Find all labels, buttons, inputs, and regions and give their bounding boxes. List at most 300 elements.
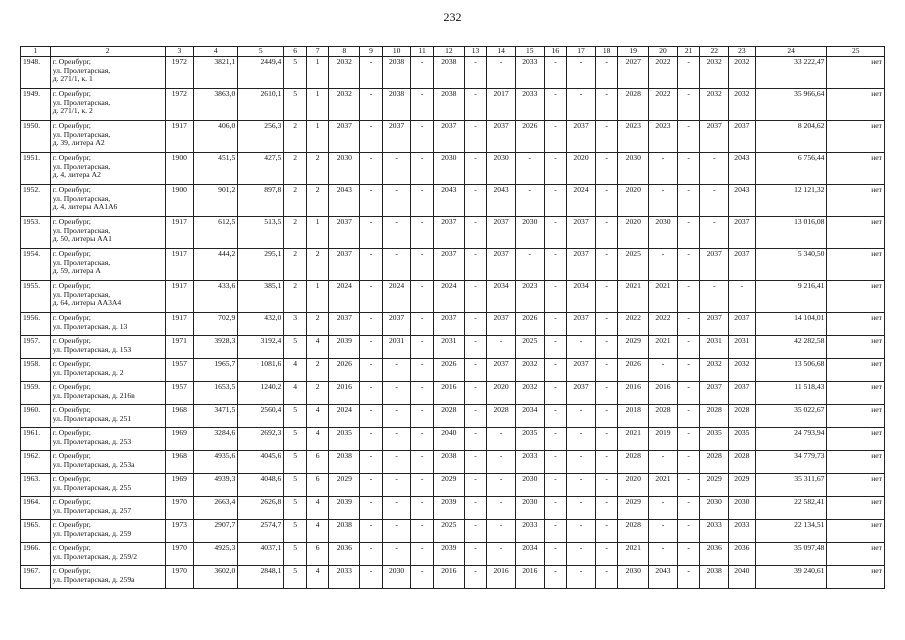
address-cell (50, 57, 165, 89)
column-header: 6 (284, 47, 307, 57)
cell-col-25: нет (827, 543, 885, 566)
cell-col-12: 2037 (433, 313, 464, 336)
cell-col-14: 2037 (487, 313, 516, 336)
cell-col-25: нет (827, 474, 885, 497)
column-header: 9 (360, 47, 383, 57)
cell-col-24: 22 134,51 (755, 520, 827, 543)
cell-col-19: 2022 (618, 313, 649, 336)
cell-col-18: - (595, 281, 618, 313)
column-header: 20 (649, 47, 678, 57)
cell-col-23: 2031 (729, 336, 756, 359)
row-number: 1965. (21, 520, 51, 543)
cell-col-10: 2031 (382, 336, 411, 359)
cell-col-8: 2037 (329, 313, 360, 336)
cell-col-13: - (464, 520, 487, 543)
cell-col-4: 3863,0 (194, 89, 238, 121)
column-header: 13 (464, 47, 487, 57)
cell-col-14: 2028 (487, 405, 516, 428)
cell-col-16: - (544, 89, 567, 121)
cell-col-4: 406,0 (194, 121, 238, 153)
cell-col-10: - (382, 153, 411, 185)
cell-col-4: 3928,3 (194, 336, 238, 359)
cell-col-7: 4 (306, 497, 329, 520)
cell-col-11: - (411, 405, 434, 428)
cell-col-15: 2033 (515, 451, 544, 474)
cell-col-24: 14 104,01 (755, 313, 827, 336)
cell-col-16: - (544, 405, 567, 428)
table-row (21, 217, 885, 249)
cell-col-16: - (544, 185, 567, 217)
cell-col-21: - (677, 121, 700, 153)
table-row (21, 382, 885, 405)
cell-col-19: 2020 (618, 185, 649, 217)
cell-col-11: - (411, 451, 434, 474)
cell-col-23: 2028 (729, 451, 756, 474)
cell-col-24: 42 282,58 (755, 336, 827, 359)
cell-col-8: 2024 (329, 405, 360, 428)
row-number: 1963. (21, 474, 51, 497)
cell-col-20: 2021 (649, 281, 678, 313)
cell-col-17: - (567, 566, 596, 589)
address-cell (50, 382, 165, 405)
cell-col-15: 2016 (515, 566, 544, 589)
cell-col-12: 2028 (433, 405, 464, 428)
cell-col-6: 2 (284, 281, 307, 313)
cell-col-5: 427,5 (238, 153, 284, 185)
cell-col-23: 2032 (729, 89, 756, 121)
cell-col-16: - (544, 497, 567, 520)
cell-col-9: - (360, 89, 383, 121)
address-line: ул. Пролетарская, д. 13 (52, 321, 128, 331)
cell-col-13: - (464, 474, 487, 497)
cell-col-21: - (677, 497, 700, 520)
cell-col-21: - (677, 566, 700, 589)
cell-col-17: - (567, 405, 596, 428)
table-row (21, 497, 885, 520)
cell-col-25: нет (827, 281, 885, 313)
cell-col-4: 3602,0 (194, 566, 238, 589)
cell-col-14: - (487, 336, 516, 359)
cell-col-8: 2037 (329, 121, 360, 153)
cell-col-13: - (464, 497, 487, 520)
cell-col-14: 2034 (487, 281, 516, 313)
table-row (21, 428, 885, 451)
cell-col-6: 2 (284, 185, 307, 217)
cell-col-23: 2028 (729, 405, 756, 428)
cell-col-6: 5 (284, 336, 307, 359)
address-line: ул. Пролетарская, (52, 225, 111, 235)
cell-col-5: 432,0 (238, 313, 284, 336)
cell-col-9: - (360, 153, 383, 185)
address-line: д. 271/1, к. 2 (52, 106, 93, 116)
address-line: г. Оренбург, (52, 336, 91, 345)
cell-col-22: 2037 (700, 121, 729, 153)
cell-col-18: - (595, 520, 618, 543)
cell-col-10: 2038 (382, 57, 411, 89)
table-row (21, 313, 885, 336)
cell-col-5: 2574,7 (238, 520, 284, 543)
cell-col-7: 1 (306, 57, 329, 89)
cell-col-20: - (649, 520, 678, 543)
cell-col-20: 2043 (649, 566, 678, 589)
cell-col-20: 2023 (649, 121, 678, 153)
table-row (21, 281, 885, 313)
cell-col-23: 2030 (729, 497, 756, 520)
cell-col-8: 2038 (329, 520, 360, 543)
address-line: ул. Пролетарская, (52, 161, 111, 171)
cell-col-25: нет (827, 336, 885, 359)
cell-col-3: 1900 (165, 185, 194, 217)
cell-col-24: 13 506,68 (755, 359, 827, 382)
cell-col-11: - (411, 359, 434, 382)
cell-col-4: 444,2 (194, 249, 238, 281)
address-line: ул. Пролетарская, (52, 97, 111, 107)
cell-col-11: - (411, 217, 434, 249)
column-header: 1 (21, 47, 51, 57)
cell-col-6: 5 (284, 566, 307, 589)
cell-col-19: 2020 (618, 217, 649, 249)
cell-col-7: 1 (306, 217, 329, 249)
cell-col-10: - (382, 185, 411, 217)
cell-col-15: 2025 (515, 336, 544, 359)
cell-col-15: 2026 (515, 121, 544, 153)
cell-col-18: - (595, 121, 618, 153)
cell-col-20: - (649, 153, 678, 185)
address-line: г. Оренбург, (52, 543, 91, 552)
cell-col-22: 2031 (700, 336, 729, 359)
cell-col-17: - (567, 451, 596, 474)
cell-col-9: - (360, 543, 383, 566)
cell-col-10: - (382, 217, 411, 249)
address-line: ул. Пролетарская, д. 259 (52, 528, 132, 538)
cell-col-18: - (595, 336, 618, 359)
address-line: ул. Пролетарская, (52, 289, 111, 299)
cell-col-17: - (567, 474, 596, 497)
cell-col-3: 1917 (165, 313, 194, 336)
cell-col-7: 4 (306, 405, 329, 428)
cell-col-6: 5 (284, 57, 307, 89)
cell-col-6: 2 (284, 249, 307, 281)
cell-col-13: - (464, 382, 487, 405)
cell-col-12: 2037 (433, 217, 464, 249)
cell-col-15: - (515, 153, 544, 185)
address-line: г. Оренбург, (52, 566, 91, 575)
cell-col-9: - (360, 281, 383, 313)
cell-col-3: 1917 (165, 249, 194, 281)
cell-col-17: - (567, 497, 596, 520)
cell-col-11: - (411, 566, 434, 589)
cell-col-6: 2 (284, 153, 307, 185)
cell-col-17: - (567, 520, 596, 543)
cell-col-21: - (677, 451, 700, 474)
column-header: 10 (382, 47, 411, 57)
cell-col-22: 2032 (700, 89, 729, 121)
cell-col-11: - (411, 382, 434, 405)
cell-col-7: 1 (306, 89, 329, 121)
cell-col-8: 2026 (329, 359, 360, 382)
address-line: г. Оренбург, (52, 217, 91, 226)
address-line: г. Оренбург, (52, 474, 91, 483)
cell-col-4: 4939,3 (194, 474, 238, 497)
row-number: 1948. (21, 57, 51, 89)
cell-col-9: - (360, 249, 383, 281)
cell-col-12: 2037 (433, 121, 464, 153)
cell-col-15: 2034 (515, 543, 544, 566)
column-header: 22 (700, 47, 729, 57)
cell-col-16: - (544, 336, 567, 359)
cell-col-7: 4 (306, 428, 329, 451)
cell-col-12: 2016 (433, 382, 464, 405)
cell-col-21: - (677, 520, 700, 543)
cell-col-17: 2024 (567, 185, 596, 217)
cell-col-17: 2037 (567, 382, 596, 405)
cell-col-16: - (544, 543, 567, 566)
cell-col-17: 2037 (567, 217, 596, 249)
cell-col-23: 2037 (729, 382, 756, 405)
cell-col-14: 2043 (487, 185, 516, 217)
cell-col-15: 2034 (515, 405, 544, 428)
cell-col-10: - (382, 382, 411, 405)
cell-col-19: 2020 (618, 474, 649, 497)
cell-col-3: 1917 (165, 121, 194, 153)
cell-col-14: 2037 (487, 121, 516, 153)
address-line: г. Оренбург, (52, 153, 91, 162)
cell-col-16: - (544, 281, 567, 313)
cell-col-24: 12 121,32 (755, 185, 827, 217)
cell-col-25: нет (827, 566, 885, 589)
table-row (21, 405, 885, 428)
cell-col-23: 2037 (729, 217, 756, 249)
cell-col-21: - (677, 89, 700, 121)
cell-col-3: 1968 (165, 451, 194, 474)
cell-col-16: - (544, 359, 567, 382)
address-cell (50, 520, 165, 543)
cell-col-13: - (464, 451, 487, 474)
address-line: г. Оренбург, (52, 382, 91, 391)
cell-col-16: - (544, 249, 567, 281)
cell-col-9: - (360, 382, 383, 405)
column-header: 15 (515, 47, 544, 57)
cell-col-22: 2032 (700, 57, 729, 89)
table-row (21, 474, 885, 497)
cell-col-19: 2027 (618, 57, 649, 89)
address-cell (50, 313, 165, 336)
cell-col-20: - (649, 185, 678, 217)
column-header: 14 (487, 47, 516, 57)
cell-col-24: 34 779,73 (755, 451, 827, 474)
cell-col-21: - (677, 153, 700, 185)
table-row (21, 153, 885, 185)
cell-col-23: 2032 (729, 57, 756, 89)
cell-col-18: - (595, 313, 618, 336)
cell-col-23: 2033 (729, 520, 756, 543)
cell-col-8: 2030 (329, 153, 360, 185)
cell-col-11: - (411, 313, 434, 336)
cell-col-11: - (411, 497, 434, 520)
address-line: г. Оренбург, (52, 428, 91, 437)
cell-col-9: - (360, 336, 383, 359)
cell-col-7: 4 (306, 336, 329, 359)
cell-col-22: 2035 (700, 428, 729, 451)
address-line: г. Оренбург, (52, 497, 91, 506)
cell-col-11: - (411, 153, 434, 185)
cell-col-18: - (595, 153, 618, 185)
cell-col-20: 2022 (649, 57, 678, 89)
cell-col-18: - (595, 57, 618, 89)
cell-col-4: 702,9 (194, 313, 238, 336)
cell-col-8: 2039 (329, 497, 360, 520)
address-line: ул. Пролетарская, (52, 193, 111, 203)
cell-col-4: 612,5 (194, 217, 238, 249)
cell-col-20: 2022 (649, 89, 678, 121)
cell-col-10: - (382, 428, 411, 451)
cell-col-8: 2035 (329, 428, 360, 451)
address-cell (50, 451, 165, 474)
cell-col-3: 1969 (165, 428, 194, 451)
cell-col-16: - (544, 451, 567, 474)
cell-col-16: - (544, 153, 567, 185)
cell-col-10: - (382, 249, 411, 281)
cell-col-5: 1081,6 (238, 359, 284, 382)
address-cell (50, 89, 165, 121)
cell-col-13: - (464, 428, 487, 451)
cell-col-4: 4935,6 (194, 451, 238, 474)
row-number: 1952. (21, 185, 51, 217)
cell-col-5: 2610,1 (238, 89, 284, 121)
table-row (21, 566, 885, 589)
cell-col-8: 2038 (329, 451, 360, 474)
column-header: 7 (306, 47, 329, 57)
cell-col-9: - (360, 359, 383, 382)
address-line: ул. Пролетарская, д. 216в (52, 390, 135, 400)
cell-col-14: 2037 (487, 249, 516, 281)
cell-col-3: 1957 (165, 382, 194, 405)
cell-col-3: 1971 (165, 336, 194, 359)
cell-col-7: 4 (306, 520, 329, 543)
address-line: д. 64, литеры АА3А4 (52, 298, 122, 308)
cell-col-19: 2028 (618, 451, 649, 474)
cell-col-11: - (411, 428, 434, 451)
address-cell (50, 405, 165, 428)
cell-col-25: нет (827, 153, 885, 185)
cell-col-22: 2037 (700, 249, 729, 281)
cell-col-22: 2028 (700, 451, 729, 474)
cell-col-3: 1970 (165, 566, 194, 589)
cell-col-18: - (595, 428, 618, 451)
cell-col-15: 2033 (515, 520, 544, 543)
address-line: д. 59, литера А (52, 266, 101, 276)
cell-col-12: 2024 (433, 281, 464, 313)
cell-col-12: 2039 (433, 497, 464, 520)
cell-col-23: 2037 (729, 313, 756, 336)
table-row (21, 336, 885, 359)
cell-col-9: - (360, 520, 383, 543)
cell-col-16: - (544, 121, 567, 153)
address-line: ул. Пролетарская, д. 257 (52, 505, 132, 515)
cell-col-12: 2025 (433, 520, 464, 543)
cell-col-12: 2040 (433, 428, 464, 451)
cell-col-8: 2032 (329, 57, 360, 89)
address-line: д. 4, литера А2 (52, 170, 101, 180)
cell-col-5: 2449,4 (238, 57, 284, 89)
table-row (21, 121, 885, 153)
cell-col-14: 2030 (487, 153, 516, 185)
cell-col-21: - (677, 359, 700, 382)
table-row (21, 185, 885, 217)
cell-col-6: 5 (284, 520, 307, 543)
address-line: г. Оренбург, (52, 451, 91, 460)
cell-col-22: 2037 (700, 382, 729, 405)
cell-col-19: 2030 (618, 566, 649, 589)
cell-col-5: 513,5 (238, 217, 284, 249)
address-line: ул. Пролетарская, д. 153 (52, 344, 132, 354)
cell-col-25: нет (827, 313, 885, 336)
cell-col-20: 2022 (649, 313, 678, 336)
address-line: г. Оренбург, (52, 359, 91, 368)
row-number: 1954. (21, 249, 51, 281)
cell-col-14: - (487, 428, 516, 451)
cell-col-4: 2907,7 (194, 520, 238, 543)
cell-col-7: 4 (306, 566, 329, 589)
cell-col-25: нет (827, 520, 885, 543)
page-number: 232 (443, 10, 462, 24)
row-number: 1961. (21, 428, 51, 451)
column-header: 19 (618, 47, 649, 57)
cell-col-21: - (677, 57, 700, 89)
cell-col-16: - (544, 57, 567, 89)
cell-col-12: 2038 (433, 57, 464, 89)
cell-col-11: - (411, 281, 434, 313)
cell-col-12: 2038 (433, 89, 464, 121)
address-line: г. Оренбург, (52, 405, 91, 414)
cell-col-24: 35 022,67 (755, 405, 827, 428)
cell-col-19: 2018 (618, 405, 649, 428)
table-row (21, 543, 885, 566)
cell-col-13: - (464, 249, 487, 281)
cell-col-7: 1 (306, 121, 329, 153)
cell-col-10: 2038 (382, 89, 411, 121)
cell-col-7: 2 (306, 313, 329, 336)
cell-col-23: 2040 (729, 566, 756, 589)
row-number: 1959. (21, 382, 51, 405)
cell-col-3: 1970 (165, 543, 194, 566)
cell-col-6: 5 (284, 428, 307, 451)
cell-col-4: 1965,7 (194, 359, 238, 382)
cell-col-7: 6 (306, 474, 329, 497)
cell-col-23: 2029 (729, 474, 756, 497)
cell-col-8: 2016 (329, 382, 360, 405)
cell-col-24: 5 340,50 (755, 249, 827, 281)
address-line: д. 4, литеры АА1А6 (52, 202, 118, 212)
cell-col-8: 2043 (329, 185, 360, 217)
address-line: г. Оренбург, (52, 281, 91, 290)
cell-col-17: - (567, 89, 596, 121)
cell-col-24: 39 240,61 (755, 566, 827, 589)
table-row (21, 89, 885, 121)
cell-col-4: 433,6 (194, 281, 238, 313)
column-header: 11 (411, 47, 434, 57)
cell-col-24: 22 582,41 (755, 497, 827, 520)
cell-col-25: нет (827, 451, 885, 474)
cell-col-25: нет (827, 121, 885, 153)
cell-col-11: - (411, 185, 434, 217)
cell-col-9: - (360, 451, 383, 474)
cell-col-7: 2 (306, 185, 329, 217)
cell-col-21: - (677, 543, 700, 566)
cell-col-18: - (595, 566, 618, 589)
cell-col-10: - (382, 474, 411, 497)
cell-col-16: - (544, 566, 567, 589)
